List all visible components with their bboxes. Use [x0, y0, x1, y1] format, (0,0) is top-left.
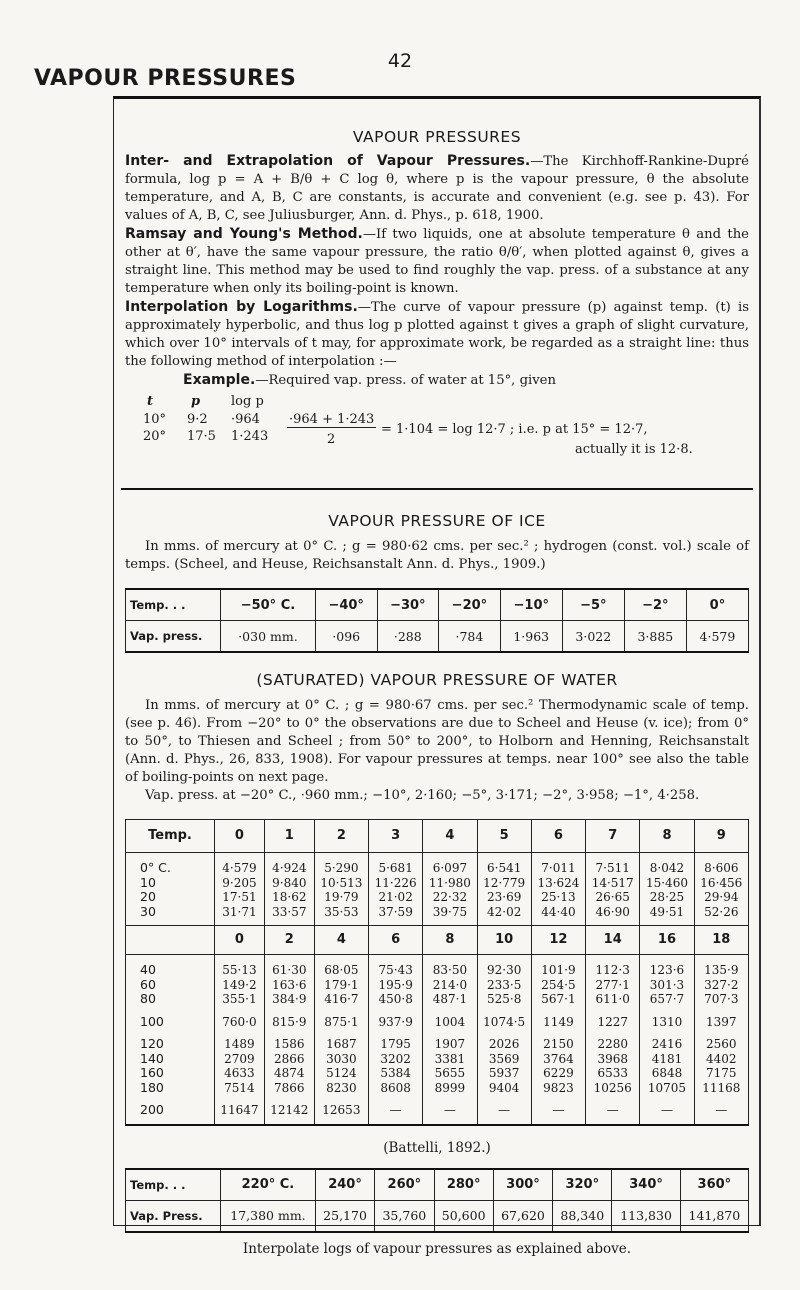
water-cell: 22·32 — [423, 890, 477, 905]
paragraph-subzero: Vap. press. at −20° C., ·960 mm.; −10°, 2·160; −5°, 3·171; −2°, 3·958; −1°, 4·258. — [145, 788, 700, 803]
ice-pressure-cell: ·288 — [377, 621, 439, 653]
water-cell: 2416 — [640, 1029, 694, 1052]
water-cell: 29·94 — [694, 890, 748, 905]
battelli-pressure-row — [126, 1200, 749, 1232]
water-header-temp: Temp. — [126, 820, 215, 853]
water-cell: 1149 — [531, 1007, 585, 1030]
water-cell: 26·65 — [586, 890, 640, 905]
water-cell: 3030 — [314, 1052, 368, 1067]
battelli-temp-cell: 360° — [680, 1169, 748, 1201]
water-cell: 355·1 — [215, 992, 265, 1007]
ice-pressure-cell: ·096 — [315, 621, 377, 653]
water-row-temp: 200 — [126, 1095, 215, 1125]
water-cell: 5·681 — [369, 853, 423, 876]
water-cell: 327·2 — [694, 978, 748, 993]
water-cell: 179·1 — [314, 978, 368, 993]
battelli-temp-cell: 340° — [612, 1169, 680, 1201]
water-header-cell: 6 — [531, 820, 585, 853]
water-cell: 46·90 — [586, 905, 640, 926]
water-subheader-row — [126, 926, 749, 955]
water-cell: 1004 — [423, 1007, 477, 1030]
ice-pressure-row — [126, 621, 749, 653]
water-cell: 61·30 — [264, 955, 314, 978]
water-table-row — [126, 955, 749, 978]
water-header-cell: 1 — [264, 820, 314, 853]
water-cell: 214·0 — [423, 978, 477, 993]
ice-pressure-cell: 3·022 — [562, 621, 624, 653]
ice-temp-cell: −10° — [500, 589, 562, 621]
water-cell: 18·62 — [264, 890, 314, 905]
water-cell: 6229 — [531, 1066, 585, 1081]
water-cell: 1586 — [264, 1029, 314, 1052]
water-cell: 10256 — [586, 1081, 640, 1096]
run-in-heading: Ramsay and Young's Method. — [125, 226, 363, 242]
water-cell: 301·3 — [640, 978, 694, 993]
ice-pressure-cell: 3·885 — [624, 621, 686, 653]
example-worked — [113, 390, 761, 482]
water-cell: 7175 — [694, 1066, 748, 1081]
paragraph-ramsay-young — [113, 225, 761, 298]
water-header-cell: 9 — [694, 820, 748, 853]
water-cell: 8230 — [314, 1081, 368, 1096]
water-cell: 416·7 — [314, 992, 368, 1007]
water-cell: 3764 — [531, 1052, 585, 1067]
water-cell: 2026 — [477, 1029, 531, 1052]
paragraph-text: —If two liquids, one at absolute temperature θ and the other at θ′, have the same vapour pressure, the ratio θ/θ′, when plotted against θ, gives a straight line. This method may be used to find roughly the vap. press. of a substance at any temperature when only its boiling-point is known. — [125, 227, 749, 296]
water-cell: 450·8 — [369, 992, 423, 1007]
water-table-row — [126, 890, 749, 905]
paragraph-log-interpolation — [113, 298, 761, 371]
ice-temp-cell: −30° — [377, 589, 439, 621]
water-cell: 1687 — [314, 1029, 368, 1052]
water-cell: 1795 — [369, 1029, 423, 1052]
ice-temp-cell: −40° — [315, 589, 377, 621]
water-cell: 1489 — [215, 1029, 265, 1052]
water-cell: 4633 — [215, 1066, 265, 1081]
water-row-temp: 40 — [126, 955, 215, 978]
paragraph-interextrapolation — [113, 152, 761, 225]
water-row-temp: 80 — [126, 992, 215, 1007]
example-result: = 1·104 = log 12·7 ; i.e. p at 15° = 12·7, — [381, 422, 648, 437]
battelli-pressure-cell: 141,870 — [680, 1200, 748, 1232]
battelli-temp-cell: 300° — [493, 1169, 552, 1201]
page-content — [113, 100, 761, 1257]
water-cell: — — [586, 1095, 640, 1125]
water-cell: — — [369, 1095, 423, 1125]
ice-pressure-label: Vap. press. — [126, 621, 221, 653]
water-cell: 25·13 — [531, 890, 585, 905]
water-row-temp: 140 — [126, 1052, 215, 1067]
water-cell: 4402 — [694, 1052, 748, 1067]
ice-temp-row — [126, 589, 749, 621]
paragraph-text: —The Kirchhoff-Rankine-Dupré formula, log p = A + B/θ + C log θ, where p is the vapour pressure, θ the absolute temperature, and A, B, C are constants, is accurate and convenient (e.g. see p. 43). For values of A, B, C, see Juliusburger, Ann. d. Phys., p. 618, 1900. — [125, 154, 749, 223]
water-block-1 — [126, 853, 749, 926]
water-cell: 8·042 — [640, 853, 694, 876]
battelli-pressure-cell: 88,340 — [553, 1200, 612, 1232]
battelli-pressure-cell: 35,760 — [375, 1200, 434, 1232]
water-table-row — [126, 1007, 749, 1030]
battelli-temp-cell: 280° — [434, 1169, 493, 1201]
battelli-temp-cell: 260° — [375, 1169, 434, 1201]
example-r2-logp: 1·243 — [231, 429, 269, 444]
water-cell: 68·05 — [314, 955, 368, 978]
water-subheader-cell: 16 — [640, 926, 694, 955]
water-subheader-cell: 2 — [264, 926, 314, 955]
water-cell: 2560 — [694, 1029, 748, 1052]
paragraph-ice: In mms. of mercury at 0° C. ; g = 980·62 cms. per sec.² ; hydrogen (const. vol.) scale of temps. (Scheel, and Heuse, Reichsanstalt Ann. d. Phys., 1909.) — [125, 539, 749, 572]
water-row-temp: 180 — [126, 1081, 215, 1096]
water-cell: 4·924 — [264, 853, 314, 876]
run-in-heading: Inter- and Extrapolation of Vapour Pressures. — [125, 153, 531, 169]
water-cell: 16·456 — [694, 876, 748, 891]
water-table-row — [126, 853, 749, 876]
water-cell: 3569 — [477, 1052, 531, 1067]
water-cell: 5384 — [369, 1066, 423, 1081]
water-cell: 2280 — [586, 1029, 640, 1052]
battelli-pressure-cell: 25,170 — [315, 1200, 374, 1232]
water-cell: 6·097 — [423, 853, 477, 876]
water-table-row — [126, 1081, 749, 1096]
water-cell: 44·40 — [531, 905, 585, 926]
water-cell: 2709 — [215, 1052, 265, 1067]
water-cell: — — [694, 1095, 748, 1125]
water-cell: 83·50 — [423, 955, 477, 978]
paragraph-example — [113, 371, 761, 390]
water-cell: 4·579 — [215, 853, 265, 876]
example-col-logp: log p — [231, 394, 264, 409]
water-row-temp: 100 — [126, 1007, 215, 1030]
water-cell: 55·13 — [215, 955, 265, 978]
battelli-pressure-cell: 113,830 — [612, 1200, 680, 1232]
ice-temp-cell: −20° — [439, 589, 501, 621]
water-cell: 3968 — [586, 1052, 640, 1067]
water-cell: — — [640, 1095, 694, 1125]
water-cell: 8608 — [369, 1081, 423, 1096]
battelli-table — [125, 1168, 749, 1233]
run-in-heading: Interpolation by Logarithms. — [125, 299, 358, 315]
water-table-row — [126, 978, 749, 993]
water-cell: 6·541 — [477, 853, 531, 876]
water-cell: 75·43 — [369, 955, 423, 978]
water-cell: 4181 — [640, 1052, 694, 1067]
water-cell: 5124 — [314, 1066, 368, 1081]
water-cell: 3202 — [369, 1052, 423, 1067]
water-row-temp: 60 — [126, 978, 215, 993]
battelli-temp-label: Temp. . . — [126, 1169, 221, 1201]
water-table-row — [126, 1095, 749, 1125]
water-header-cell: 2 — [314, 820, 368, 853]
water-subheader-cell: 12 — [531, 926, 585, 955]
example-numerator: ·964 + 1·243 — [289, 412, 375, 427]
water-row-temp: 20 — [126, 890, 215, 905]
water-header-cell: 3 — [369, 820, 423, 853]
water-cell: 10·513 — [314, 876, 368, 891]
section-title-ice: VAPOUR PRESSURE OF ICE — [328, 512, 546, 530]
water-header-cell: 8 — [640, 820, 694, 853]
water-cell: — — [531, 1095, 585, 1125]
water-table-row — [126, 1029, 749, 1052]
section-title-water: (SATURATED) VAPOUR PRESSURE OF WATER — [256, 671, 618, 689]
water-cell: 19·79 — [314, 890, 368, 905]
water-cell: 21·02 — [369, 890, 423, 905]
water-cell: 3381 — [423, 1052, 477, 1067]
water-cell: 112·3 — [586, 955, 640, 978]
battelli-caption: (Battelli, 1892.) — [383, 1139, 491, 1156]
water-cell: 9404 — [477, 1081, 531, 1096]
water-row-temp: 120 — [126, 1029, 215, 1052]
section-divider — [121, 488, 753, 490]
battelli-pressure-label: Vap. Press. — [126, 1200, 221, 1232]
water-header-cell: 4 — [423, 820, 477, 853]
water-cell: 35·53 — [314, 905, 368, 926]
water-subheader-cell: 10 — [477, 926, 531, 955]
water-cell: 9·205 — [215, 876, 265, 891]
water-cell: 135·9 — [694, 955, 748, 978]
paragraph-text: —The curve of vapour pressure (p) against temp. (t) is approximately hyperbolic, and thus log p plotted against t gives a graph of slight curvature, which over 10° intervals of t may, for approximate work, be regarded as a straight line: thus the following method of interpolation :— — [125, 300, 749, 369]
water-cell: 11168 — [694, 1081, 748, 1096]
example-r1-logp: ·964 — [231, 412, 260, 427]
battelli-pressure-cell: 67,620 — [493, 1200, 552, 1232]
water-header-cell: 0 — [215, 820, 265, 853]
water-cell: 1074·5 — [477, 1007, 531, 1030]
example-r2-p: 17·5 — [187, 429, 216, 444]
water-cell: 937·9 — [369, 1007, 423, 1030]
example-col-t: t — [147, 394, 154, 409]
water-cell: 1397 — [694, 1007, 748, 1030]
paragraph-water: In mms. of mercury at 0° C. ; g = 980·67 cms. per sec.² Thermodynamic scale of temp. (see p. 46). From −20° to 0° the observations are due to Scheel and Heuse (v. ice); from 0° to 50°, to Thiesen and Scheel ; from 50° to 200°, to Holborn and Henning, Reichsanstalt (Ann. d. Phys., 26, 833, 1908). For vapour pressures at temps. near 100° see also the table of boiling-points on next page. — [125, 698, 749, 785]
water-table-row — [126, 1066, 749, 1081]
water-cell: 6848 — [640, 1066, 694, 1081]
footer-note: Interpolate logs of vapour pressures as explained above. — [242, 1240, 632, 1257]
water-header-cell: 7 — [586, 820, 640, 853]
water-cell: 17·51 — [215, 890, 265, 905]
water-cell: 14·517 — [586, 876, 640, 891]
water-cell: 707·3 — [694, 992, 748, 1007]
ice-temp-cell: −5° — [562, 589, 624, 621]
water-cell: 11·980 — [423, 876, 477, 891]
water-cell: 149·2 — [215, 978, 265, 993]
water-subheader-blank — [126, 926, 215, 955]
example-col-p: p — [191, 394, 201, 409]
battelli-pressure-cell: 17,380 mm. — [221, 1200, 316, 1232]
water-cell: 195·9 — [369, 978, 423, 993]
water-subheader-cell: 14 — [586, 926, 640, 955]
water-cell: 37·59 — [369, 905, 423, 926]
water-cell: 815·9 — [264, 1007, 314, 1030]
ice-pressure-cell: 1·963 — [500, 621, 562, 653]
example-r1-p: 9·2 — [187, 412, 208, 427]
water-cell: 9823 — [531, 1081, 585, 1096]
ice-table — [125, 588, 749, 653]
water-table-row — [126, 905, 749, 926]
battelli-temp-cell: 240° — [315, 1169, 374, 1201]
water-table — [125, 819, 749, 1126]
ice-temp-cell: −50° C. — [221, 589, 316, 621]
water-cell: 7514 — [215, 1081, 265, 1096]
water-cell: 5937 — [477, 1066, 531, 1081]
ice-pressure-cell: ·030 mm. — [221, 621, 316, 653]
water-table-row — [126, 1052, 749, 1067]
section-title: VAPOUR PRESSURES — [352, 128, 522, 146]
water-cell: 31·71 — [215, 905, 265, 926]
water-subheader-cell: 8 — [423, 926, 477, 955]
water-cell: 11·226 — [369, 876, 423, 891]
water-cell: 49·51 — [640, 905, 694, 926]
water-cell: 92·30 — [477, 955, 531, 978]
water-cell: 33·57 — [264, 905, 314, 926]
ice-temp-label: Temp. . . — [126, 589, 221, 621]
water-cell: 12·779 — [477, 876, 531, 891]
example-actual: actually it is 12·8. — [575, 442, 693, 457]
water-cell: 8·606 — [694, 853, 748, 876]
water-table-row — [126, 876, 749, 891]
water-cell: 10705 — [640, 1081, 694, 1096]
ice-temp-cell: 0° — [686, 589, 748, 621]
battelli-temp-row — [126, 1169, 749, 1201]
water-cell: 13·624 — [531, 876, 585, 891]
ice-pressure-cell: ·784 — [439, 621, 501, 653]
water-table-row — [126, 992, 749, 1007]
battelli-temp-cell: 320° — [553, 1169, 612, 1201]
water-cell: 487·1 — [423, 992, 477, 1007]
water-cell: 254·5 — [531, 978, 585, 993]
water-cell: 2150 — [531, 1029, 585, 1052]
water-cell: — — [477, 1095, 531, 1125]
water-cell: 384·9 — [264, 992, 314, 1007]
water-cell: — — [423, 1095, 477, 1125]
water-cell: 163·6 — [264, 978, 314, 993]
water-cell: 5·290 — [314, 853, 368, 876]
water-cell: 760·0 — [215, 1007, 265, 1030]
water-block-2 — [126, 955, 749, 1125]
paragraph-text: —Required vap. press. of water at 15°, given — [255, 373, 556, 388]
water-cell: 2866 — [264, 1052, 314, 1067]
water-cell: 611·0 — [586, 992, 640, 1007]
running-head: VAPOUR PRESSURES — [34, 66, 297, 91]
water-subheader-cell: 6 — [369, 926, 423, 955]
water-cell: 42·02 — [477, 905, 531, 926]
battelli-pressure-cell: 50,600 — [434, 1200, 493, 1232]
water-cell: 525·8 — [477, 992, 531, 1007]
page-number: 42 — [387, 50, 413, 72]
water-cell: 9·840 — [264, 876, 314, 891]
battelli-temp-cell: 220° C. — [221, 1169, 316, 1201]
water-cell: 1310 — [640, 1007, 694, 1030]
water-cell: 6533 — [586, 1066, 640, 1081]
water-cell: 7·511 — [586, 853, 640, 876]
water-subheader-cell: 4 — [314, 926, 368, 955]
ice-temp-cell: −2° — [624, 589, 686, 621]
water-cell: 12142 — [264, 1095, 314, 1125]
water-cell: 23·69 — [477, 890, 531, 905]
water-header-cell: 5 — [477, 820, 531, 853]
water-cell: 875·1 — [314, 1007, 368, 1030]
example-r1-t: 10° — [143, 412, 167, 427]
water-cell: 15·460 — [640, 876, 694, 891]
water-cell: 4874 — [264, 1066, 314, 1081]
water-cell: 5655 — [423, 1066, 477, 1081]
water-cell: 39·75 — [423, 905, 477, 926]
water-cell: 277·1 — [586, 978, 640, 993]
water-cell: 1907 — [423, 1029, 477, 1052]
water-header-row — [126, 820, 749, 853]
water-cell: 12653 — [314, 1095, 368, 1125]
water-cell: 7866 — [264, 1081, 314, 1096]
water-row-temp: 10 — [126, 876, 215, 891]
water-subheader-cell: 0 — [215, 926, 265, 955]
water-cell: 657·7 — [640, 992, 694, 1007]
water-row-temp: 160 — [126, 1066, 215, 1081]
water-row-temp: 0° C. — [126, 853, 215, 876]
water-cell: 28·25 — [640, 890, 694, 905]
water-cell: 7·011 — [531, 853, 585, 876]
water-row-temp: 30 — [126, 905, 215, 926]
run-in-heading: Example. — [183, 372, 256, 388]
water-cell: 233·5 — [477, 978, 531, 993]
example-r2-t: 20° — [143, 429, 167, 444]
water-cell: 8999 — [423, 1081, 477, 1096]
ice-pressure-cell: 4·579 — [686, 621, 748, 653]
water-cell: 1227 — [586, 1007, 640, 1030]
water-subheader-cell: 18 — [694, 926, 748, 955]
water-cell: 101·9 — [531, 955, 585, 978]
water-cell: 11647 — [215, 1095, 265, 1125]
example-denominator: 2 — [327, 432, 336, 447]
water-cell: 123·6 — [640, 955, 694, 978]
water-cell: 567·1 — [531, 992, 585, 1007]
water-cell: 52·26 — [694, 905, 748, 926]
